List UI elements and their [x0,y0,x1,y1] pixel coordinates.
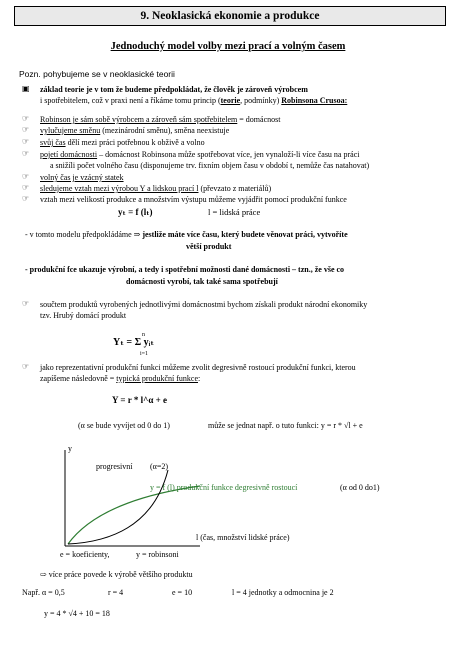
formula-typical: Y = r * l^α + e [112,395,168,405]
hand-icon: ☞ [22,172,30,181]
section-subtitle: Jednoduchý model volby mezi prací a volným časem [110,41,346,52]
bullet-item: volný čas je vzácný statek [40,173,124,182]
example-r: r = 4 [108,588,124,597]
bullet-item: sledujeme vztah mezi výrobou Y a lidskou prací l (převzato z materiálů) [40,184,272,193]
remark-1: - v tomto modelu předpokládáme ⇒ jestliže máte více času, který budete věnovat práci, vytvoříte [25,230,348,239]
bullet-item: vztah mezi velikostí produkce a množstvím výstupu můžeme vyjádřit pomocí produkční funkce [40,195,347,204]
y-axis-label: y [68,444,72,453]
sum-bottom: i=1 [140,351,149,357]
formula-sum: Yₜ = Σ yᵢₜ [113,337,155,348]
progressive-alpha: (α=2) [150,462,169,471]
bullet-item: a snižíli počet volného času (disponujeme trv. fixním objem času v období t, nemůže čas natahovat) [50,161,370,170]
example-result: y = 4 * √4 + 10 = 18 [44,609,110,618]
bullet-item: svůj čas dělí mezi práci potřebnou k obživě a volno [40,138,205,147]
alpha-example: může se jednat např. o tuto funkci: y = r * √l + e [208,421,363,430]
book-icon: ▣ [22,84,30,93]
formula-production: yₜ = f (lₜ) [118,207,153,217]
formula-legend: l = lidská práce [208,207,261,217]
degressive-curve [68,486,200,544]
legend-e: e = koeficienty, [60,550,110,559]
arrow-icon: ⇒ [133,230,141,239]
rep-line-1: jako reprezentativní produkční funkci můžeme zvolit degresivně rostoucí produkční funkci, kterou [40,363,356,372]
remark-2: - produkční fce ukazuje výrobní, a tedy i spotřební možnosti dané domácnosti – tzn., že vše co [25,265,345,274]
note-text: Pozn. pohybujeme se v neoklasické teorii [19,69,175,79]
hand-icon: ☞ [22,114,30,123]
example-e: e = 10 [172,588,193,597]
degressive-label: y = f (l) produkční funkce degresivně rostoucí [150,483,298,492]
sum-line-2: tzv. Hrubý domácí produkt [40,311,127,320]
hand-icon: ☞ [22,149,30,158]
bullet-item: Robinson je sám sobě výrobcem a zároveň sám spotřebitelem = domácnost [40,115,281,124]
degressive-alpha: (α od 0 do1) [340,483,380,492]
hand-icon: ☞ [22,362,30,371]
hand-icon: ☞ [22,194,30,203]
intro-line-2: i spotřebitelem, což v praxi není a říkáme tomu princip (teorie, podmínky) Robinsona Crusoa: [40,96,348,105]
hand-icon: ☞ [22,137,30,146]
intro-line-1: základ teorie je v tom že budeme předpokládat, že člověk je zároveň výrobcem [40,85,308,94]
hand-icon: ☞ [22,299,30,308]
arrow-icon: ⇨ [40,570,47,579]
example-alpha: Např. α = 0,5 [22,588,65,597]
alpha-range: (α se bude vyvíjet od 0 do 1) [78,421,170,430]
rep-line-2: zapíšeme následovně = typická produkční funkce: [40,374,201,383]
bullet-item: vylučujeme směnu (mezinárodní směnu), směna neexistuje [40,126,230,135]
hand-icon: ☞ [22,183,30,192]
progressive-label: progresivní [96,462,133,471]
legend-y: y = robinsoni [136,550,179,559]
chapter-title: 9. Neoklasická ekonomie a produkce [14,6,446,26]
bullet-item: pojetí domácnosti – domácnost Robinsona může spotřebovat více, jen vynaloží-li více času na práci [40,150,360,159]
hand-icon: ☞ [22,125,30,134]
conclusion: ⇨ více práce povede k výrobě většího produktu [40,570,193,579]
x-axis-label: l (čas, množství lidské práce) [196,533,290,542]
remark-2b: domácnosti vyrobí, tak také sama spotřebují [126,277,278,286]
example-l: l = 4 jednotky a odmocnina je 2 [232,588,334,597]
sum-line-1: součtem produktů vyrobených jednotlivými domácnostmi bychom získali produkt národní ekonomiky [40,300,368,309]
sum-top: n [142,332,145,338]
remark-1b: větší produkt [186,242,232,251]
